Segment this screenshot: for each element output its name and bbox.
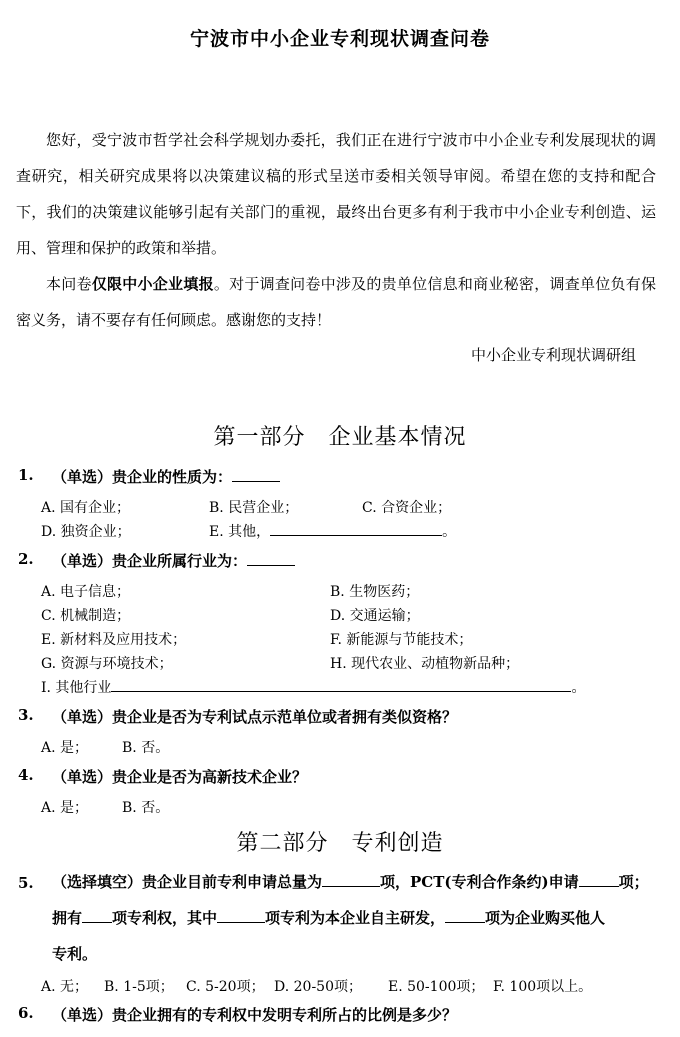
question-text: 专利。 (52, 945, 98, 963)
option-4b[interactable]: B. 否。 (122, 800, 170, 816)
option-end: 。 (442, 524, 457, 540)
question-number: 1. (18, 466, 34, 484)
option-label: I. 其他行业 (41, 680, 112, 696)
question-text: 项； (618, 873, 649, 891)
option-2h[interactable]: H. 现代农业、动植物新品种； (330, 656, 520, 672)
answer-blank[interactable] (322, 872, 380, 887)
section-title-part2: 第二部分 专利创造 (236, 831, 444, 856)
option-1d[interactable]: D. 独资企业； (41, 524, 131, 540)
intro-text: 。对于调查问卷中涉及的贵单位信息和商业秘密，调查单位负有保密义务，请不要存有任何顾虑。感谢您的支持！ (16, 275, 656, 329)
question-number: 3. (18, 706, 34, 724)
page-title: 宁波市中小企业专利现状调查问卷 (189, 28, 490, 50)
question-text (52, 550, 295, 571)
answer-blank[interactable] (270, 521, 442, 536)
question-label: （单选）贵企业所属行业为： (52, 552, 248, 570)
question-text: （单选）贵企业是否为专利试点示范单位或者拥有类似资格？ (52, 708, 458, 726)
question-line (52, 864, 662, 900)
option-1c[interactable]: C. 合资企业； (362, 500, 452, 516)
option-2a[interactable]: A. 电子信息； (41, 584, 131, 600)
option-end: 。 (571, 680, 586, 696)
option-5c[interactable]: C. 5-20项； (186, 979, 265, 995)
question-text: （单选）贵企业是否为高新技术企业？ (52, 768, 308, 786)
option-2c[interactable]: C. 机械制造； (41, 608, 131, 624)
answer-blank[interactable] (247, 551, 295, 566)
option-5b[interactable]: B. 1-5项； (104, 979, 174, 995)
answer-blank[interactable] (579, 872, 619, 887)
option-3b[interactable]: B. 否。 (122, 740, 170, 756)
question-text: 项专利权，其中 (112, 909, 218, 927)
option-2i[interactable] (41, 677, 585, 697)
intro-emphasis: 仅限中小企业填报 (91, 275, 214, 293)
question-number: 6. (18, 1004, 34, 1022)
question-text (52, 466, 280, 487)
intro-text: 本问卷 (46, 275, 92, 293)
option-2f[interactable]: F. 新能源与节能技术； (330, 632, 473, 648)
question-number: 5. (18, 874, 34, 892)
option-5f[interactable]: F. 100项以上。 (493, 979, 593, 995)
question-line (52, 900, 662, 936)
option-2d[interactable]: D. 交通运输； (330, 608, 420, 624)
question-5 (52, 864, 662, 972)
option-5e[interactable]: E. 50-100项； (388, 979, 485, 995)
option-2b[interactable]: B. 生物医药； (330, 584, 420, 600)
answer-blank[interactable] (111, 677, 571, 692)
intro (16, 122, 656, 338)
section-title-part1: 第一部分 企业基本情况 (213, 425, 467, 450)
answer-blank[interactable] (82, 908, 112, 923)
question-number: 2. (18, 550, 34, 568)
question-text: 项为企业购买他人 (485, 909, 606, 927)
question-text: 项专利为本企业自主研发， (265, 909, 446, 927)
answer-blank[interactable] (232, 467, 280, 482)
option-5a[interactable]: A. 无； (41, 979, 89, 995)
option-1b[interactable]: B. 民营企业； (209, 500, 299, 516)
intro-paragraph-2 (16, 266, 656, 338)
signature: 中小企业专利现状调研组 (470, 346, 636, 364)
question-line (52, 936, 662, 972)
option-1a[interactable]: A. 国有企业； (41, 500, 131, 516)
question-text: 拥有 (52, 909, 83, 927)
intro-paragraph-1: 您好，受宁波市哲学社会科学规划办委托，我们正在进行宁波市中小企业专利发展现状的调查研究，相关研究成果将以决策建议稿的形式呈送市委相关领导审阅。希望在您的支持和配合下，我们的决策建议能够引起有关部门的重视，最终出台更多有利于我市中小企业专利创造、运用、管理和保护的政策和举措。 (16, 131, 656, 257)
option-2e[interactable]: E. 新材料及应用技术； (41, 632, 187, 648)
question-text: （选择填空）贵企业目前专利申请总量为 (52, 873, 323, 891)
option-1e[interactable] (209, 521, 456, 541)
question-label: （单选）贵企业的性质为： (52, 468, 233, 486)
question-number: 4. (18, 766, 34, 784)
option-2g[interactable]: G. 资源与环境技术； (41, 656, 173, 672)
option-4a[interactable]: A. 是； (41, 800, 89, 816)
answer-blank[interactable] (217, 908, 265, 923)
option-label: E. 其他， (209, 524, 271, 540)
answer-blank[interactable] (445, 908, 485, 923)
option-5d[interactable]: D. 20-50项； (274, 979, 362, 995)
question-text: （单选）贵企业拥有的专利权中发明专利所占的比例是多少？ (52, 1006, 458, 1024)
question-text: 项，PCT(专利合作条约)申请 (380, 873, 579, 891)
option-3a[interactable]: A. 是； (41, 740, 89, 756)
